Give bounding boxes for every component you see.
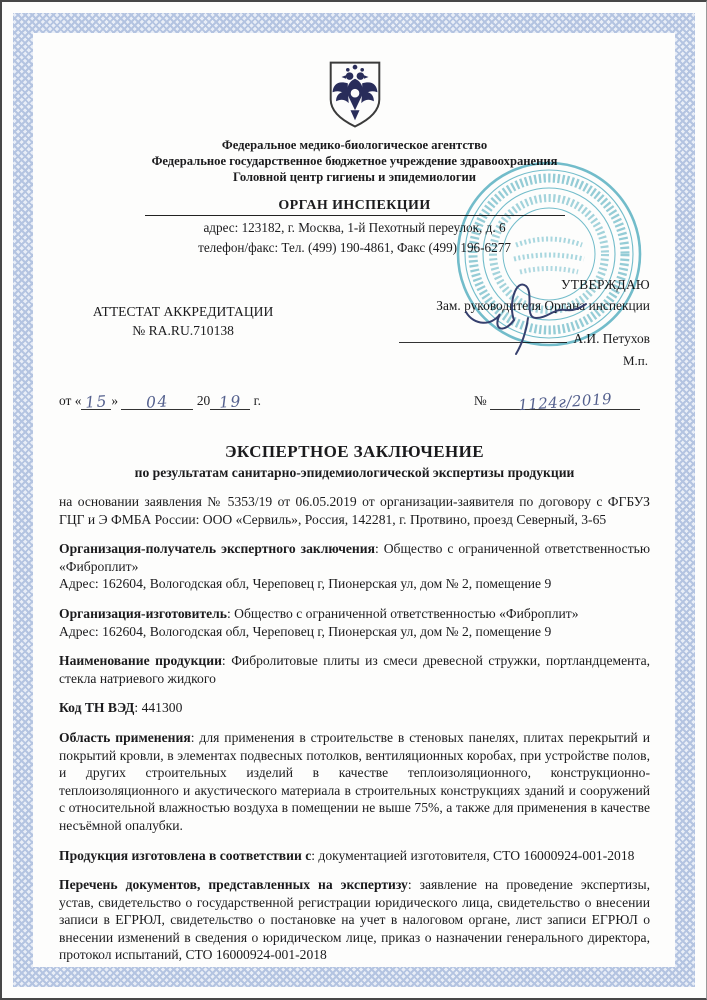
org-address: адрес: 123182, г. Москва, 1-й Пехотный переулок, д. 6 xyxy=(203,220,506,235)
tnved-paragraph: Код ТН ВЭД: 441300 xyxy=(59,700,183,716)
approver-name: А.И. Петухов xyxy=(573,331,650,346)
approve-label: УТВЕРЖДАЮ xyxy=(560,277,650,292)
handwritten-number: 1124г/2019 xyxy=(517,389,613,415)
agency-line-2: Федеральное государственное бюджетное учреждение здравоохранения xyxy=(151,154,558,168)
signature-line xyxy=(399,329,567,343)
agency-line-3: Головной центр гигиены и эпидемиологии xyxy=(232,170,477,184)
issue-row xyxy=(59,389,650,415)
inspection-body-title: ОРГАН ИНСПЕКЦИИ xyxy=(145,198,565,216)
accreditation-title: АТТЕСТАТ АККРЕДИТАЦИИ xyxy=(92,304,274,319)
product-label: Наименование продукции xyxy=(59,653,222,669)
document-body xyxy=(59,493,650,964)
receiver-address: Адрес: 162604, Вологодская обл, Череповец г, Пионерская ул, дом № 2, помещение 9 xyxy=(59,576,552,592)
document-title: ЭКСПЕРТНОЕ ЗАКЛЮЧЕНИЕ xyxy=(225,442,484,461)
receiver-paragraph: Организация-получатель экспертного заключения: Общество с ограниченной ответственностью «Фиброплит» Адрес: 162604, Вологодская обл, Череповец г, Пионерская ул, дом № 2, помещение 9 xyxy=(59,541,651,592)
manufacturer-paragraph: Организация-изготовитель: Общество с ограниченной ответственностью «Фиброплит» Адрес: 162604, Вологодская обл, Череповец г, Пионерская ул, дом № 2, помещение 9 xyxy=(59,605,579,639)
handwritten-month: 04 xyxy=(145,392,170,412)
manufacturer-address: Адрес: 162604, Вологодская обл, Череповец г, Пионерская ул, дом № 2, помещение 9 xyxy=(59,623,552,639)
coat-of-arms-icon xyxy=(323,59,387,131)
scope-paragraph: Область применения: для применения в строительстве в стеновых панелях, плитах перекрытий и покрытий кровли, в элементах подвесных потолков, вентиляционных коробах, при устройстве полов, и других строительных изделий в качестве теплоизоляционного, конструкционно-теплоизоляционного и акустического материала в строительных конструкциях зданий и сооружений с относительной влажностью воздуха в помещении не выше 75%, а также для применения в качестве несъёмной опалубки. xyxy=(59,729,650,833)
accreditation-block xyxy=(59,276,307,370)
handwritten-day: 15 xyxy=(84,392,109,412)
document-title-block xyxy=(59,442,650,481)
document-subtitle: по результатам санитарно-эпидемиологической экспертизы продукции xyxy=(134,465,575,480)
manufacturer-label: Организация-изготовитель xyxy=(59,605,227,621)
tnved-label: Код ТН ВЭД xyxy=(59,700,135,716)
scope-label: Область применения xyxy=(59,729,191,745)
standards-paragraph: Продукция изготовлена в соответствии с: документацией изготовителя, СТО 16000924-001-2018 xyxy=(59,847,635,863)
handwritten-year: 19 xyxy=(218,392,243,412)
documents-paragraph: Перечень документов, представленных на экспертизу: заявление на проведение экспертизы, устав, свидетельство о государственной регистрации юридического лица, свидетельство о внесении записи в ЕГРЮЛ, свидетельство о постановке на учет в налоговом органе, лист записи ЕГРЮЛ о внесении изменений в сведения о юридическом лице, приказ о назначении генерального директора, протокол испытаний, СТО 16000924-001-2018 xyxy=(59,877,651,963)
accreditation-number: № RA.RU.710138 xyxy=(132,323,234,338)
basis-paragraph: на основании заявления № 5353/19 от 06.05.2019 от организации-заявителя по договору с ФГБУЗ ГЦГ и Э ФМБА России: ООО «Сервиль», Россия, 142281, г. Протвино, проезд Северный, 3-65 xyxy=(59,494,650,527)
document-content xyxy=(33,33,675,967)
product-paragraph: Наименование продукции: Фибролитовые плиты из смеси древесной стружки, портландцемента, стекла натриевого жидкого xyxy=(59,653,650,686)
documents-label: Перечень документов, представленных на экспертизу xyxy=(59,877,408,893)
standards-label: Продукция изготовлена в соответствии с xyxy=(59,847,312,863)
issue-date: от « 15 » 04 20 19 г. xyxy=(59,392,261,412)
org-phone-fax: телефон/факс: Тел. (499) 190-4861, Факс (499) 196-6277 xyxy=(198,240,511,255)
approval-block xyxy=(307,276,650,370)
issue-number: № 1124г/2019 xyxy=(474,391,650,410)
agency-header xyxy=(59,137,650,185)
agency-line-1: Федеральное медико-биологическое агентство xyxy=(221,138,488,152)
approver-position: Зам. руководителя Органа инспекции xyxy=(436,298,650,313)
receiver-label: Организация-получатель экспертного заключения xyxy=(59,541,375,557)
seal-place-mark: М.п. xyxy=(622,353,648,368)
